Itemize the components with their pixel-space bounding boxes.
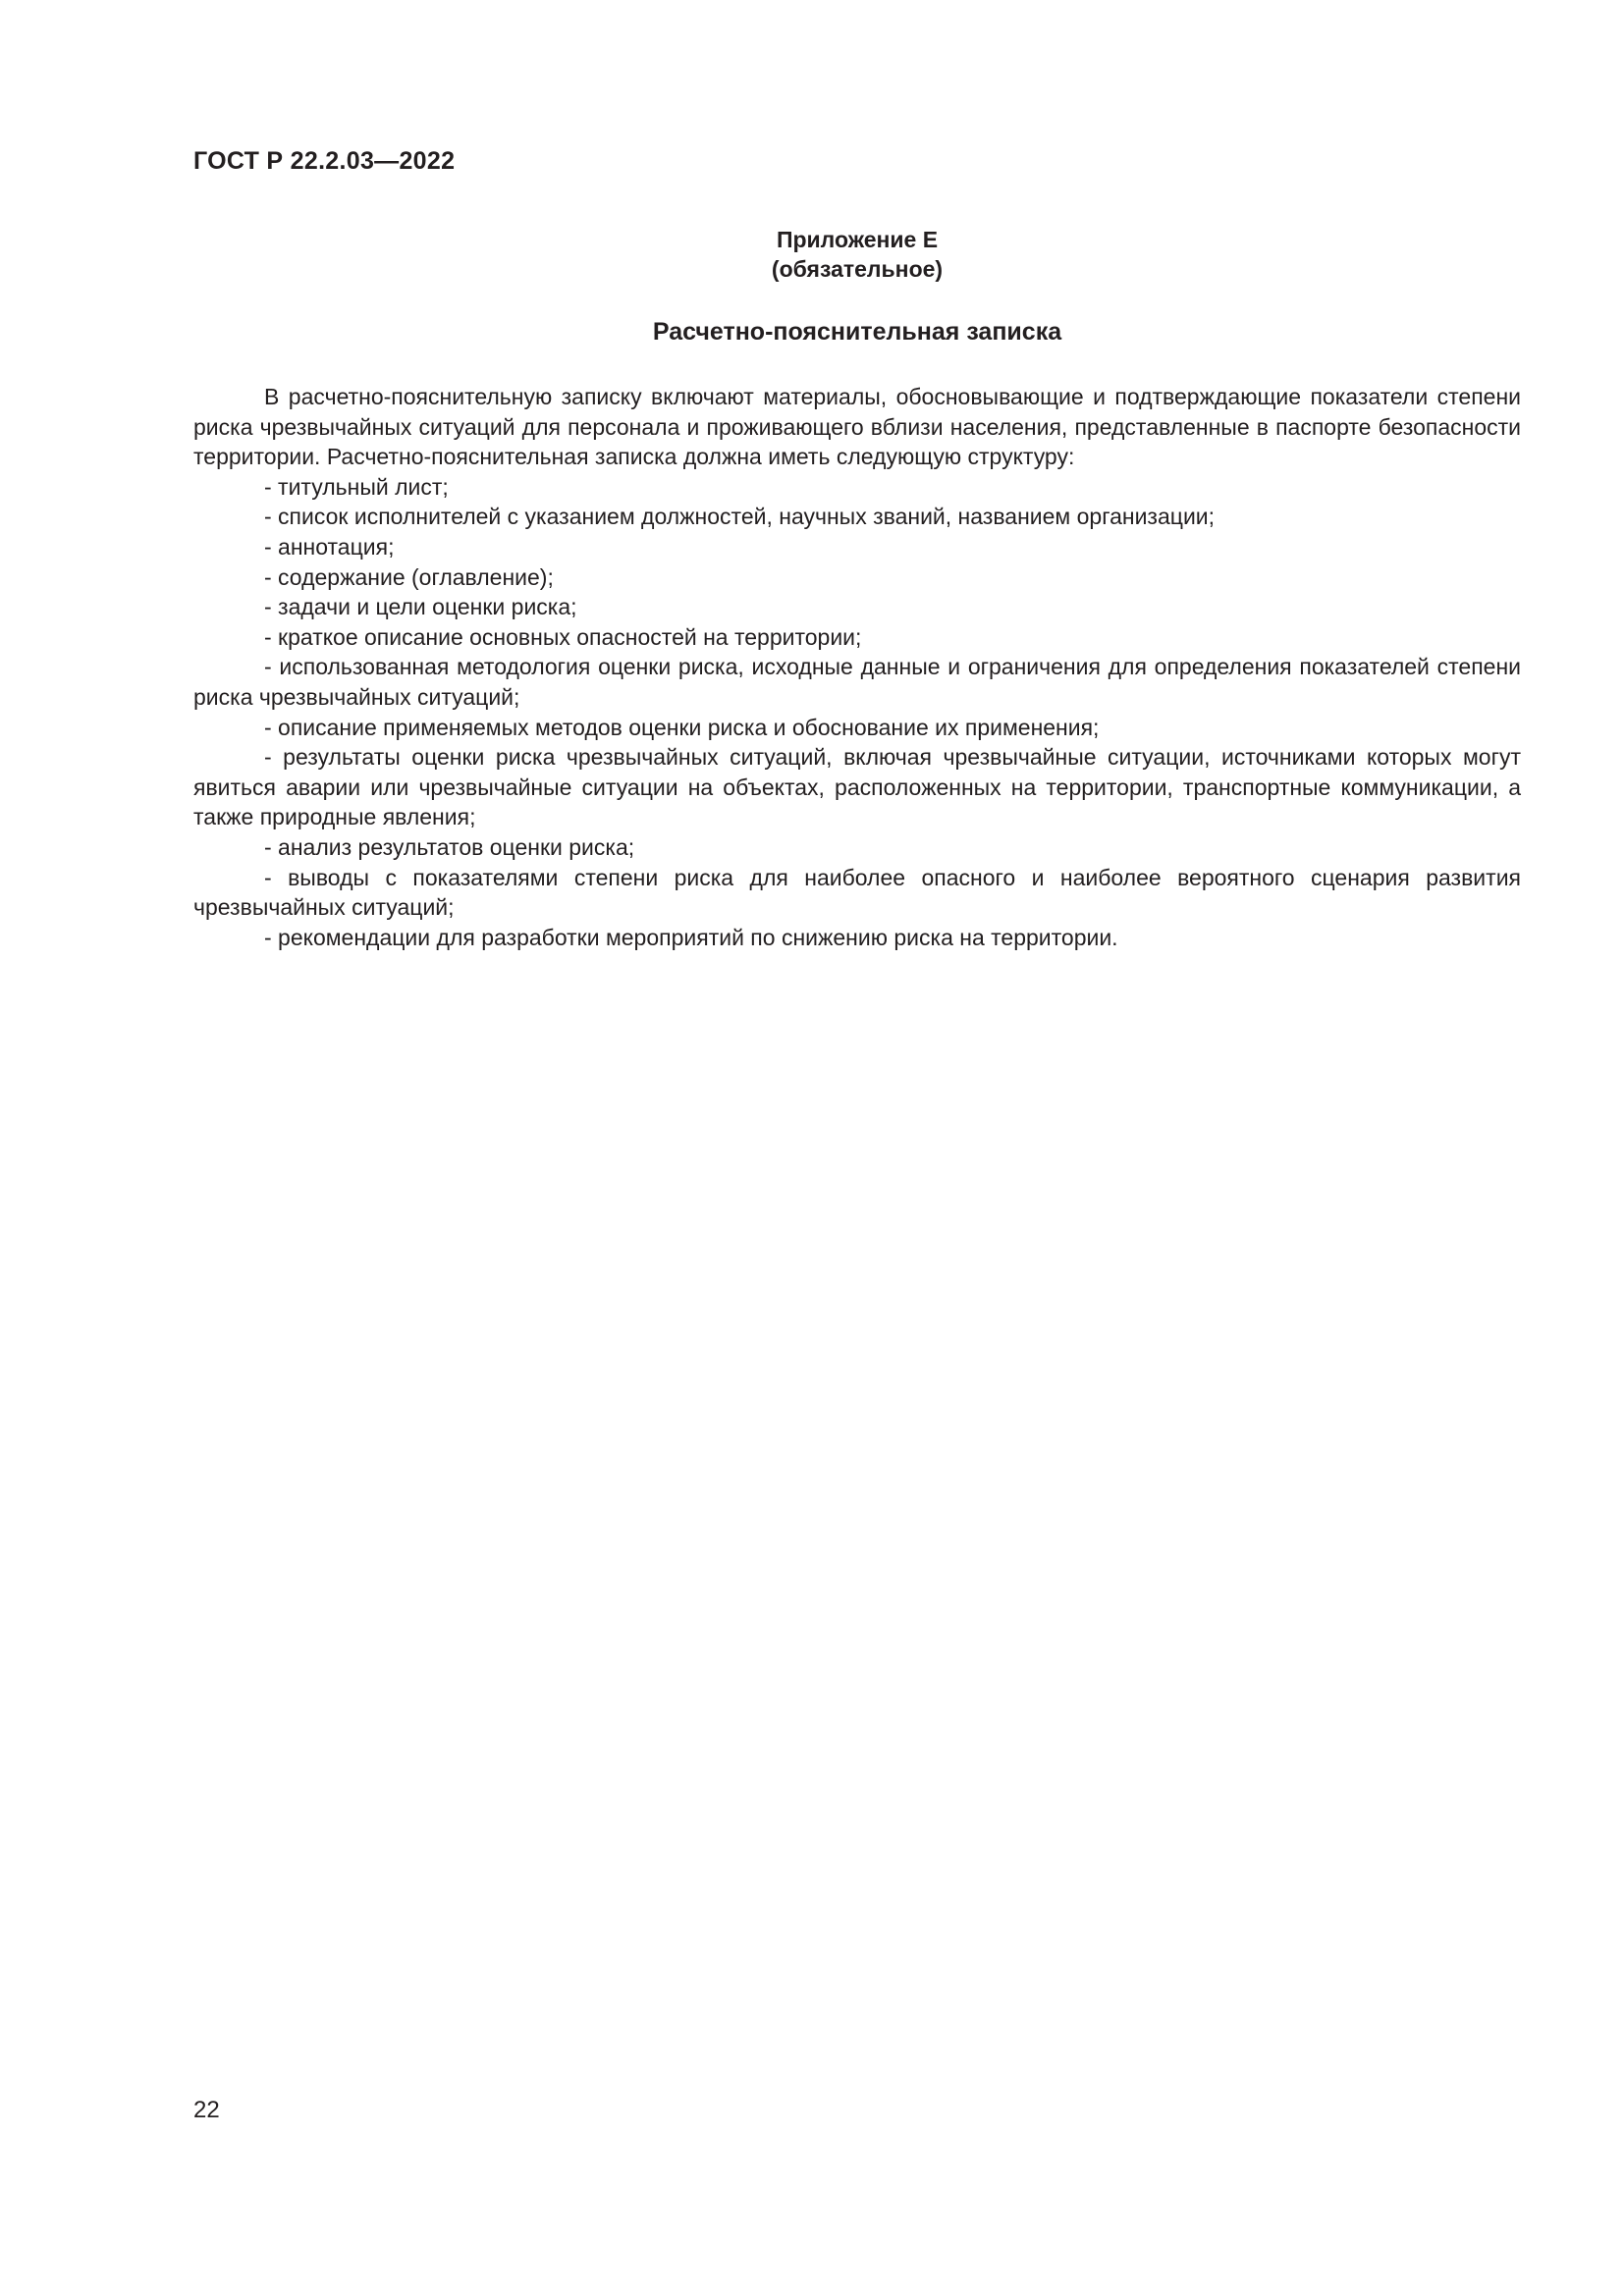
list-item: - описание применяемых методов оценки риска и обоснование их применения; xyxy=(264,714,1100,740)
list-item: - задачи и цели оценки риска; xyxy=(264,594,577,620)
list-item: - аннотация; xyxy=(264,533,395,560)
structure-list xyxy=(193,472,1521,953)
section-title: Расчетно-пояснительная записка xyxy=(652,318,1062,346)
list-item: - рекомендации для разработки мероприятий по снижению риска на территории. xyxy=(264,924,1118,950)
list-item: - содержание (оглавление); xyxy=(264,563,554,590)
list-item: - титульный лист; xyxy=(264,473,449,500)
list-item: - анализ результатов оценки риска; xyxy=(264,833,635,860)
appendix-heading xyxy=(193,225,1521,284)
page-number: 22 xyxy=(193,2097,220,2123)
document-code: ГОСТ Р 22.2.03—2022 xyxy=(193,147,456,175)
list-item: - выводы с показателями степени риска для наиболее опасного и наиболее вероятного сценария развития чрезвычайных ситуаций; xyxy=(193,864,1521,921)
list-item: - краткое описание основных опасностей на территории; xyxy=(264,623,862,650)
appendix-title: Приложение Е xyxy=(776,227,939,252)
list-item: - результаты оценки риска чрезвычайных ситуаций, включая чрезвычайные ситуации, источниками которых могут явиться аварии или чрезвычайные ситуации на объектах, расположенных на территории, транспортные коммуникации, а также природные явления; xyxy=(193,744,1521,830)
appendix-status: (обязательное) xyxy=(771,256,944,282)
list-item: - список исполнителей с указанием должностей, научных званий, названием организации; xyxy=(264,504,1216,530)
intro-paragraph: В расчетно-пояснительную записку включают материалы, обосновывающие и подтверждающие показатели степени риска чрезвычайных ситуаций для персонала и проживающего вблизи населения, представленные в паспорте безопасности территории. Расчетно-пояснительная записка должна иметь следующую структуру: xyxy=(193,384,1521,470)
list-item: - использованная методология оценки риска, исходные данные и ограничения для определения показателей степени риска чрезвычайных ситуаций; xyxy=(193,654,1521,710)
body-text xyxy=(193,382,1521,952)
